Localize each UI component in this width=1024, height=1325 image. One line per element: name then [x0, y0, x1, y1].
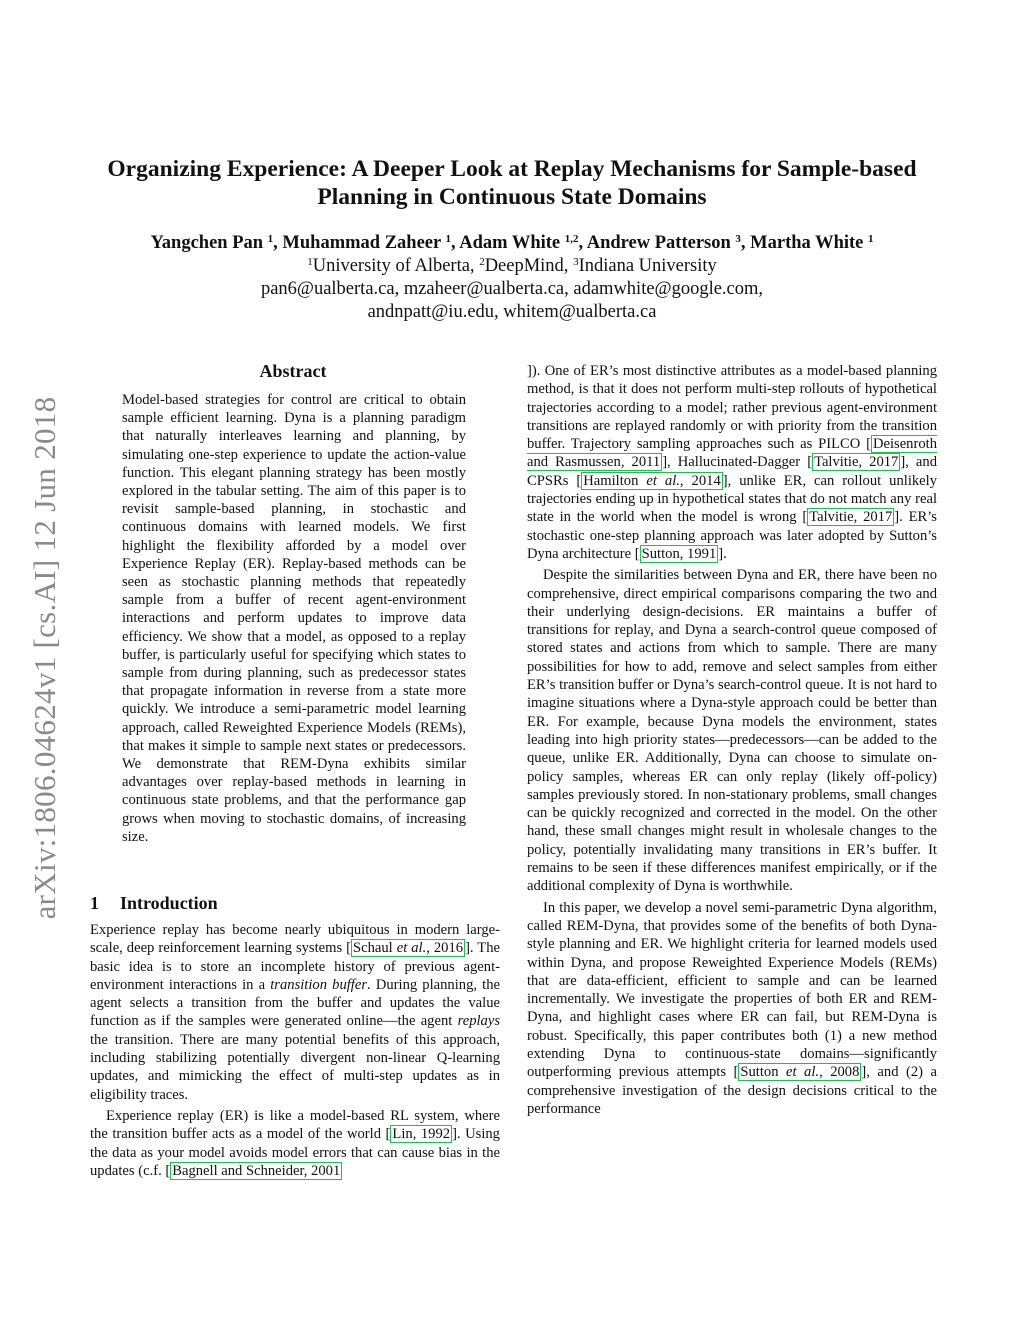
text-run: ].: [718, 545, 727, 562]
citation-link[interactable]: Talvitie, 2017: [814, 454, 899, 471]
emphasis-text: transition buffer: [270, 976, 368, 993]
author-block: [80, 232, 944, 324]
author-name: Yangchen Pan: [150, 233, 268, 253]
citation-text: et al.: [786, 1064, 820, 1081]
citation-text: Hamilton: [583, 472, 647, 489]
citation-text: , 2016: [426, 940, 464, 957]
citation-link[interactable]: Lin, 1992: [392, 1126, 451, 1143]
author-name: , Martha White: [740, 233, 869, 253]
intro-paragraph-1: [90, 921, 500, 1104]
citation-link[interactable]: Bagnell and Schneider, 2001: [172, 1162, 341, 1179]
affil-mark: 3: [573, 256, 579, 268]
text-run: Experience replay (ER) is like a model-based RL system, where the transition buffer acts as a model of the world [: [90, 1107, 500, 1143]
emails-line-1: pan6@ualberta.ca, mzaheer@ualberta.ca, adamwhite@google.com,: [260, 279, 764, 299]
text-run: Experience replay has become nearly ubiquitous in modern large-scale, deep reinforcement learning systems [: [90, 922, 500, 957]
intro-paragraph-2-start: [90, 1107, 500, 1180]
intro-paragraph-2-continued: [527, 362, 937, 563]
author-name: , Muhammad Zaheer: [273, 233, 446, 253]
author-affil-mark: 1: [868, 233, 874, 245]
abstract-heading: Abstract: [259, 361, 327, 381]
emphasis-text: replays: [457, 1013, 500, 1030]
author-list: [80, 232, 944, 255]
citation-text: , 2014: [679, 472, 721, 489]
text-run: ], and (2) a comprehensive investigation of the design decisions critical to the performance: [527, 1064, 937, 1117]
citation-text: et al.: [396, 940, 427, 957]
text-run: ]. The basic idea is to store an incomplete history of previous agent-environment interactions in a: [90, 940, 500, 993]
citation-link[interactable]: [351, 939, 465, 957]
intro-paragraph-4: [527, 899, 937, 1119]
citation-link[interactable]: [581, 472, 723, 490]
citation-link[interactable]: Sutton, 1991: [641, 545, 717, 562]
text-run: ], and CPSRs [: [527, 454, 937, 489]
section-title: Introduction: [120, 893, 218, 913]
affil-mark: 1: [307, 256, 313, 268]
text-run: the transition. There are many potential benefits of this approach, including stabilizing potentially divergent non-linear Q-learning updates, and mimicking the effect of multi-step updates as in eligibility traces.: [90, 1031, 500, 1103]
section-number: 1: [90, 893, 99, 913]
affiliation: Indiana University: [578, 256, 717, 276]
citation-link[interactable]: Deisenroth and Rasmussen, 2011: [527, 436, 937, 471]
right-column-body: [527, 362, 937, 1118]
citation-text: et al.: [646, 472, 680, 489]
text-run: ]). One of ER’s most distinctive attributes as a model-based planning method, is that it does not perform multi-step rollouts of hypothetical trajectories according to a model; rather previous agent-environment transitions are replayed randomly or with priority from the transition buffer. Trajectory sampling approaches such as PILCO [: [527, 363, 937, 453]
arxiv-sidebar: [28, 368, 62, 948]
citation-link[interactable]: [738, 1063, 861, 1081]
author-name: , Adam White: [451, 233, 565, 253]
citation-text: Sutton: [740, 1064, 787, 1081]
citation-text: Schaul: [353, 940, 397, 957]
author-affil-mark: 1: [445, 233, 451, 245]
affil-mark: 2: [479, 256, 485, 268]
citation-text: , 2008: [819, 1064, 860, 1081]
affiliation: DeepMind,: [484, 256, 574, 276]
citation-link[interactable]: Talvitie, 2017: [809, 509, 893, 526]
title-line-1: Organizing Experience: A Deeper Look at Replay Mechanisms for Sample-based: [107, 156, 917, 182]
text-run: ], Hallucinated-Dagger [: [662, 454, 813, 471]
author-affil-mark: 1,2: [564, 233, 579, 245]
arxiv-identifier: arXiv:1806.04624v1 [cs.AI] 12 Jun 2018: [27, 396, 62, 920]
paper-title: [80, 155, 944, 211]
title-line-2: Planning in Continuous State Domains: [317, 184, 707, 210]
affiliations: [80, 255, 944, 278]
text-run: ]. Using the data as your model avoids model errors that can cause bias in the updates (c.f. [: [90, 1126, 500, 1179]
text-run: ]. ER’s stochastic one-step planning approach was later adopted by Sutton’s Dyna architecture [: [527, 509, 937, 562]
emails-line-2: andnpatt@iu.edu, whitem@ualberta.ca: [367, 302, 657, 322]
abstract-text: Model-based strategies for control are critical to obtain sample efficient learning. Dyna is a planning paradigm that naturally interleaves learning and planning, by simulating one-step experience to update the action-value function. This elegant planning strategy has been mostly explored in the tabular setting. The aim of this paper is to revisit sample-based planning, in stochastic and continuous domains with learned models. We first highlight the flexibility afforded by a model over Experience Replay (ER). Replay-based methods can be seen as stochastic planning methods that repeatedly sample from a buffer of recent agent-environment interactions and perform updates to improve data efficiency. We show that a model, as opposed to a replay buffer, is particularly useful for specifying which states to sample from during planning, such as predecessor states that propagate information in reverse from a state more quickly. We introduce a semi-parametric model learning approach, called Reweighted Experience Models (REMs), that makes it simple to sample next states or predecessors. We demonstrate that REM-Dyna exhibits similar advantages over replay-based methods in learning in continuous state problems, and that the performance gap grows when moving to stochastic domains, of increasing size.: [122, 392, 466, 845]
affiliation: University of Alberta,: [312, 256, 480, 276]
intro-paragraph-3: Despite the similarities between Dyna and ER, there have been no comprehensive, direct empirical comparisons comparing the two and their underlying design-decisions. ER maintains a buffer of transitions for replay, and Dyna a search-control queue composed of stored states and actions from which to sample. There are many possibilities for how to add, remove and select samples from either ER’s transition buffer or Dyna’s search-control queue. It is not hard to imagine situations where a Dyna-style approach could be better than ER. For example, because Dyna models the environment, states leading into high priority states—predecessors—can be added to the queue, unlike ER. Additionally, Dyna can choose to simulate on-policy samples, whereas ER can only replay (likely off-policy) samples previously stored. In non-stationary problems, small changes can be quickly recognized and corrected in the model. On the other hand, these small changes might result in wholesale changes to the policy, potentially invalidating many transitions in ER’s buffer. It remains to be seen if these differences manifest empirically, or if the additional complexity of Dyna is worthwhile.: [527, 567, 937, 895]
author-name: , Andrew Patterson: [578, 233, 736, 253]
text-run: In this paper, we develop a novel semi-parametric Dyna algorithm, called REM-Dyna, that provides some of the benefits of both Dyna-style planning and ER. We highlight criteria for learned models used within Dyna, and propose Reweighted Experience Models (REMs) that are data-efficient, efficient to sample and can be learned incrementally. We investigate the properties of both ER and REM-Dyna, and highlight cases where ER can fail, but REM-Dyna is robust. Specifically, this paper contributes both (1) a new method extending Dyna to continuous-state domains—significantly outperforming previous attempts [: [527, 899, 937, 1081]
text-run: ], unlike ER, can rollout unlikely trajectories ending up in hypothetical states that do not match any real state in the world when the model is wrong [: [527, 472, 938, 526]
author-affil-mark: 3: [735, 233, 741, 245]
section-heading-introduction: [90, 893, 500, 914]
text-run: . During planning, the agent selects a transition from the buffer and updates the value function as if the samples were generated online—the agent: [90, 976, 500, 1030]
author-affil-mark: 1: [267, 233, 274, 245]
left-column-body: [90, 921, 500, 1180]
